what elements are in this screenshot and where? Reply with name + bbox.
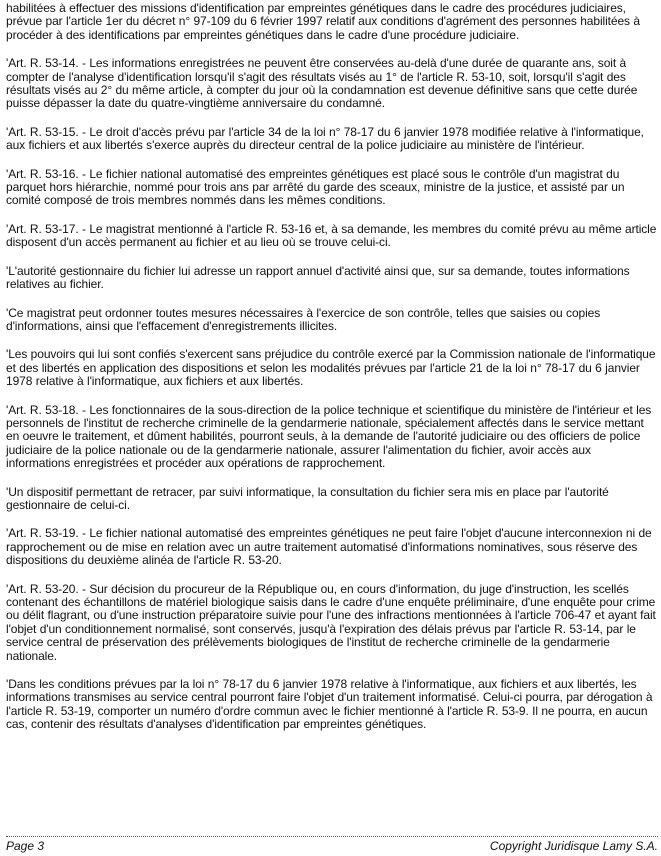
paragraph: habilitées à effectuer des missions d'identification par empreintes génétiques dans le cadre des procédures judiciaires, prévue par l'article 1er du décret n° 97-109 du 6 février 1997 relatif aux conditions d'agrément des personnes habilitées à procéder à des identifications par empreintes génétiques dans le cadre d'une procédure judiciaire. bbox=[6, 1, 640, 42]
paragraph: 'Art. R. 53-18. - Les fonctionnaires de la sous-direction de la police technique et scientifique du ministère de l'intérieur et les personnels de l'institut de recherche criminelle de la gendarmerie nationale, spécialement affectés dans le service mettant en oeuvre le traitement, et dûment habilités, pourront seuls, à la demande de l'autorité judiciaire ou des officiers de police judiciaire de la police nationale ou de la gendarmerie nationale, assurer l'alimentation du fichier, avoir accès aux informations enregistrées et procéder aux opérations de rapprochement. bbox=[6, 402, 652, 471]
paragraph: 'Dans les conditions prévues par la loi n° 78-17 du 6 janvier 1978 relative à l'informatique, aux fichiers et aux libertés, les informations transmises au service central pourront faire l'objet d'un traitement informatisé. Celui-ci pourra, par dérogation à l'article R. 53-19, comporter un numéro d'ordre commun avec le fichier mentionné à l'article R. 53-9. Il ne pourra, en aucun cas, contenir des résultats d'analyses d'identification par empreintes génétiques. bbox=[6, 677, 653, 732]
page-number: Page 3 bbox=[6, 839, 45, 853]
paragraph: 'Art. R. 53-17. - Le magistrat mentionné à l'article R. 53-16 et, à sa demande, les membres du comité prévu au même article disposent d'un accès permanent au fichier et au lieu où se trouve celui-ci. bbox=[6, 221, 657, 250]
paragraph: 'L'autorité gestionnaire du fichier lui adresse un rapport annuel d'activité ainsi que, sur sa demande, toutes informations relatives au fichier. bbox=[6, 263, 630, 292]
paragraph: 'Ce magistrat peut ordonner toutes mesures nécessaires à l'exercice de son contrôle, telles que saisies ou copies d'informations, ainsi que l'effacement d'enregistrements illicites. bbox=[6, 305, 601, 333]
paragraph: 'Art. R. 53-15. - Le droit d'accès prévu par l'article 34 de la loi n° 78-17 du 6 janvier 1978 modifiée relative à l'informatique, aux fichiers et aux libertés s'exerce auprès du directeur central de la police judiciaire au ministère de l'intérieur. bbox=[6, 124, 644, 153]
footer-divider bbox=[6, 836, 658, 837]
paragraph: 'Art. R. 53-16. - Le fichier national automatisé des empreintes génétiques est placé sous le contrôle d'un magistrat du parquet hors hiérarchie, nommé pour trois ans par arrêté du garde des sceaux, ministre de la justice, et assisté par un comité composé de trois membres nommés dans les mêmes conditions. bbox=[6, 166, 625, 208]
copyright-notice: Copyright Juridisque Lamy S.A. bbox=[489, 839, 658, 853]
paragraph: 'Art. R. 53-20. - Sur décision du procureur de la République ou, en cours d'information, du juge d'instruction, les scellés contenant des échantillons de matériel biologique saisis dans le cadre d'une enquête préliminaire, d'une enquête pour crime ou délit flagrant, ou d'une instruction préparatoire suivie pour l'une des infractions mentionnées à l'article 706-47 et ayant fait l'objet d'un conditionnement normalisé, sont conservés, jusqu'à l'expiration des délais prévus par l'article R. 53-14, par le service central de préservation des prélèvements biologiques de l'institut de recherche criminelle de la gendarmerie nationale. bbox=[6, 581, 656, 663]
paragraph: 'Les pouvoirs qui lui sont confiés s'exercent sans préjudice du contrôle exercé par la Commission nationale de l'informatique et des libertés en application des dispositions et selon les modalités prévues par l'article 21 de la loi n° 78-17 du 6 janvier 1978 relative à l'informatique, aux fichiers et aux libertés. bbox=[6, 347, 656, 389]
paragraph: 'Art. R. 53-14. - Les informations enregistrées ne peuvent être conservées au-delà d'une durée de quarante ans, soit à compter de l'analyse d'identification lorsqu'il s'agit des résultats visés au 1° de l'article R. 53-10, soit, lorsqu'il s'agit des résultats visés au 2° du même article, à compter du jour où la condamnation est devenue définitive sans que cette durée puisse dépasser la date du quatre-vingtième anniversaire du condamné. bbox=[6, 56, 638, 111]
document-body bbox=[6, 2, 658, 747]
paragraph: 'Un dispositif permettant de retracer, par suivi informatique, la consultation du fichier sera mis en place par l'autorité gestionnaire de celui-ci. bbox=[6, 484, 609, 512]
paragraph: 'Art. R. 53-19. - Le fichier national automatisé des empreintes génétiques ne peut faire l'objet d'aucune interconnexion ni de rapprochement ou de mise en relation avec un autre traitement automatisé d'informations nominatives, sous réserve des dispositions du deuxième alinéa de l'article R. 53-20. bbox=[6, 526, 652, 568]
